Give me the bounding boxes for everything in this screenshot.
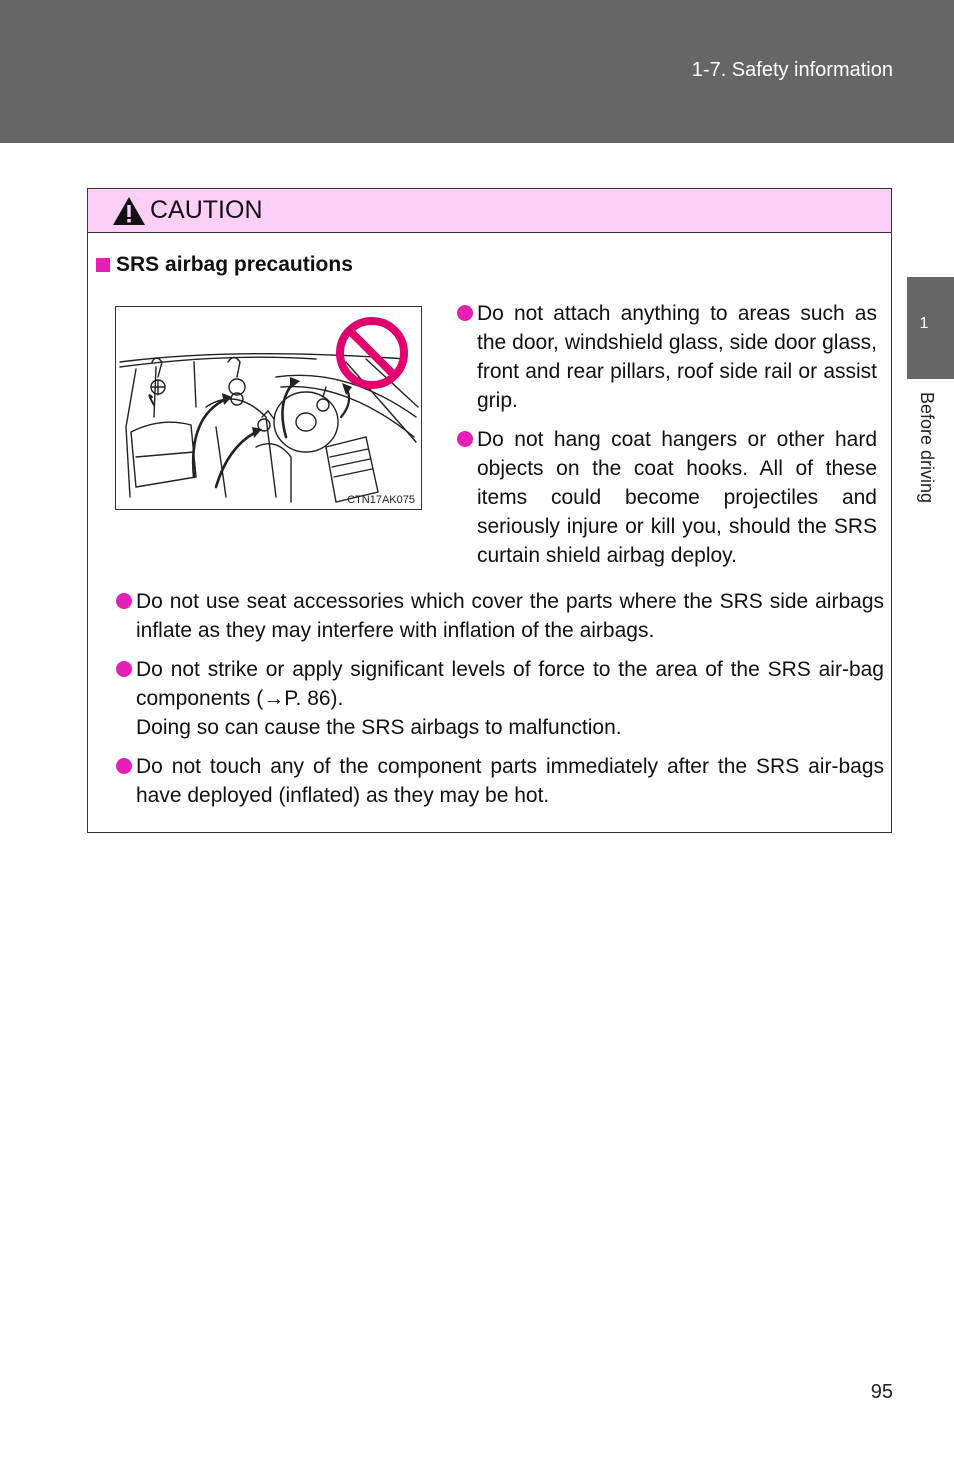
bullet-text: Do not use seat accessories which cover the parts where the SRS side airbags inflate as they may interfere with inflation of the airbags. bbox=[136, 590, 884, 642]
bullet-dot-icon bbox=[116, 758, 132, 774]
bullet-subtext: Doing so can cause the SRS airbags to malfunction. bbox=[136, 716, 622, 739]
car-interior-icon bbox=[116, 307, 421, 509]
chapter-tab[interactable] bbox=[907, 277, 954, 379]
bullet-text: Do not touch any of the component parts immediately after the SRS air-bags have deployed (inflated) as they may be hot. bbox=[136, 755, 884, 807]
section-heading bbox=[96, 253, 353, 277]
square-bullet-icon bbox=[96, 258, 110, 272]
bullet-item bbox=[477, 299, 877, 415]
caution-header bbox=[88, 189, 891, 233]
caution-title: CAUTION bbox=[150, 196, 263, 224]
chapter-number: 1 bbox=[919, 315, 929, 332]
page-number: 95 bbox=[870, 1381, 893, 1403]
illustration-code: CTN17AK075 bbox=[347, 494, 415, 506]
bullet-text: Do not attach anything to areas such as the door, windshield glass, side door glass, front and rear pillars, roof side rail or assist grip. bbox=[477, 302, 877, 412]
caution-box bbox=[87, 188, 892, 833]
bullet-dot-icon bbox=[457, 431, 473, 447]
bullet-text: Do not strike or apply significant levels of force to the area of the SRS air-bag components (→P. 86). bbox=[136, 658, 884, 710]
section-title: 1-7. Safety information bbox=[691, 59, 893, 81]
bullet-item bbox=[477, 425, 877, 570]
bullet-item bbox=[136, 752, 884, 810]
bullet-dot-icon bbox=[116, 661, 132, 677]
bullet-dot-icon bbox=[457, 305, 473, 321]
bullet-dot-icon bbox=[116, 593, 132, 609]
bullet-item bbox=[136, 655, 884, 742]
bullet-item bbox=[136, 587, 884, 645]
warning-triangle-icon bbox=[112, 196, 146, 226]
chapter-label: Before driving bbox=[917, 392, 937, 504]
airbag-illustration bbox=[115, 306, 422, 510]
bullet-text: Do not hang coat hangers or other hard objects on the coat hooks. All of these items could become projectiles and seriously injure or kill you, should the SRS curtain shield airbag deploy. bbox=[477, 428, 877, 567]
heading-text: SRS airbag precautions bbox=[116, 253, 353, 276]
